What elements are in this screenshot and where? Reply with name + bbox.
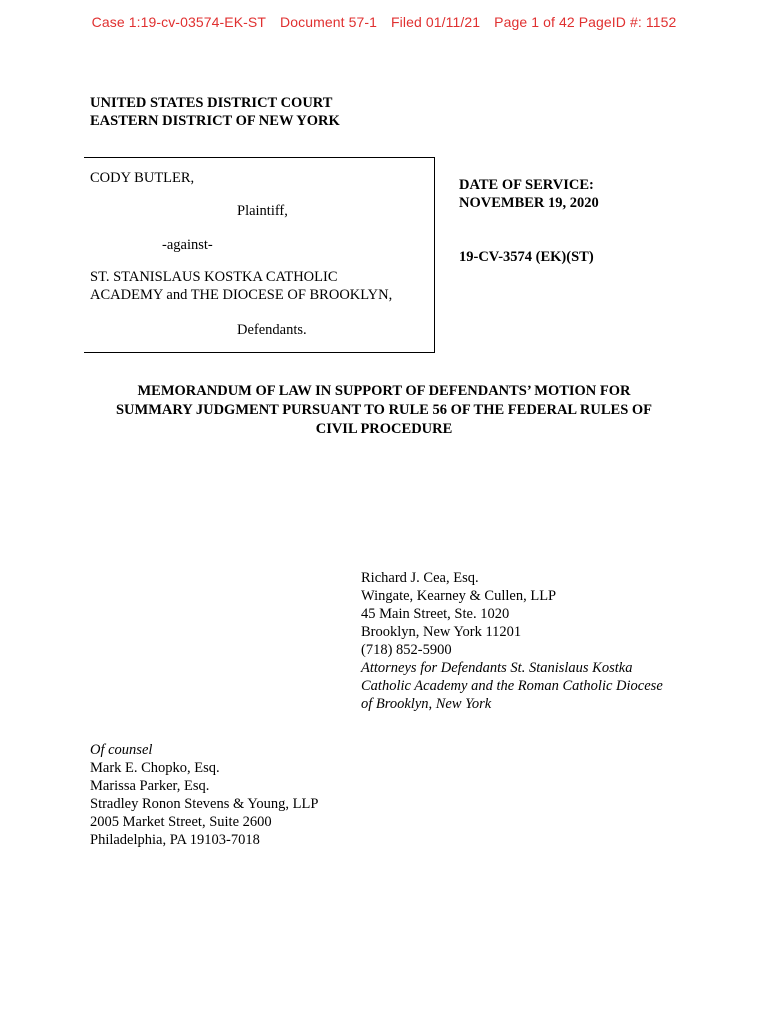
defendant-name-line2: ACADEMY and THE DIOCESE OF BROOKLYN, [90,287,393,303]
court-heading [90,94,340,130]
date-of-service [459,176,599,212]
document-title-line3: CIVIL PROCEDURE [315,421,453,437]
counsel-name-1: Mark E. Chopko, Esq. [90,760,220,776]
document-title [84,382,684,439]
plaintiff-name: CODY BUTLER, [90,170,195,186]
counsel-firm: Stradley Ronon Stevens & Young, LLP [90,796,319,812]
attorney-name: Richard J. Cea, Esq. [361,570,479,586]
defendant-name-line1: ST. STANISLAUS KOSTKA CATHOLIC [90,269,338,285]
attorney-firm: Wingate, Kearney & Cullen, LLP [361,588,557,604]
date-of-service-value: NOVEMBER 19, 2020 [459,195,599,211]
attorney-city: Brooklyn, New York 11201 [361,624,522,640]
attorney-role-line3: of Brooklyn, New York [361,696,492,712]
defendant-role: Defendants. [237,322,307,338]
counsel-street: 2005 Market Street, Suite 2600 [90,814,272,830]
attorney-phone: (718) 852-5900 [361,642,452,658]
of-counsel-heading: Of counsel [90,742,153,758]
ecf-header [0,14,768,30]
attorney-street: 45 Main Street, Ste. 1020 [361,606,510,622]
ecf-case-number: Case 1:19-cv-03574-EK-ST [91,14,266,30]
counsel-name-2: Marissa Parker, Esq. [90,778,210,794]
against-label: -against- [162,237,213,253]
document-title-line1: MEMORANDUM OF LAW IN SUPPORT OF DEFENDANTS’ MOTION FOR [137,383,631,399]
court-name: UNITED STATES DISTRICT COURT [90,95,333,111]
case-caption [84,157,435,353]
of-counsel-block [90,741,318,849]
plaintiff-role: Plaintiff, [237,203,288,219]
ecf-page-info: Page 1 of 42 PageID #: 1152 [494,14,677,30]
counsel-city: Philadelphia, PA 19103-7018 [90,832,260,848]
court-district: EASTERN DISTRICT OF NEW YORK [90,113,340,129]
attorney-role-line2: Catholic Academy and the Roman Catholic Diocese [361,678,663,694]
attorney-role-line1: Attorneys for Defendants St. Stanislaus Kostka [361,660,633,676]
attorney-block [361,569,663,713]
date-of-service-label: DATE OF SERVICE: [459,177,594,193]
docket-number: 19-CV-3574 (EK)(ST) [459,249,594,265]
ecf-document-number: Document 57-1 [280,14,378,30]
ecf-filed-date: Filed 01/11/21 [391,14,481,30]
document-title-line2: SUMMARY JUDGMENT PURSUANT TO RULE 56 OF THE FEDERAL RULES OF [115,402,653,418]
